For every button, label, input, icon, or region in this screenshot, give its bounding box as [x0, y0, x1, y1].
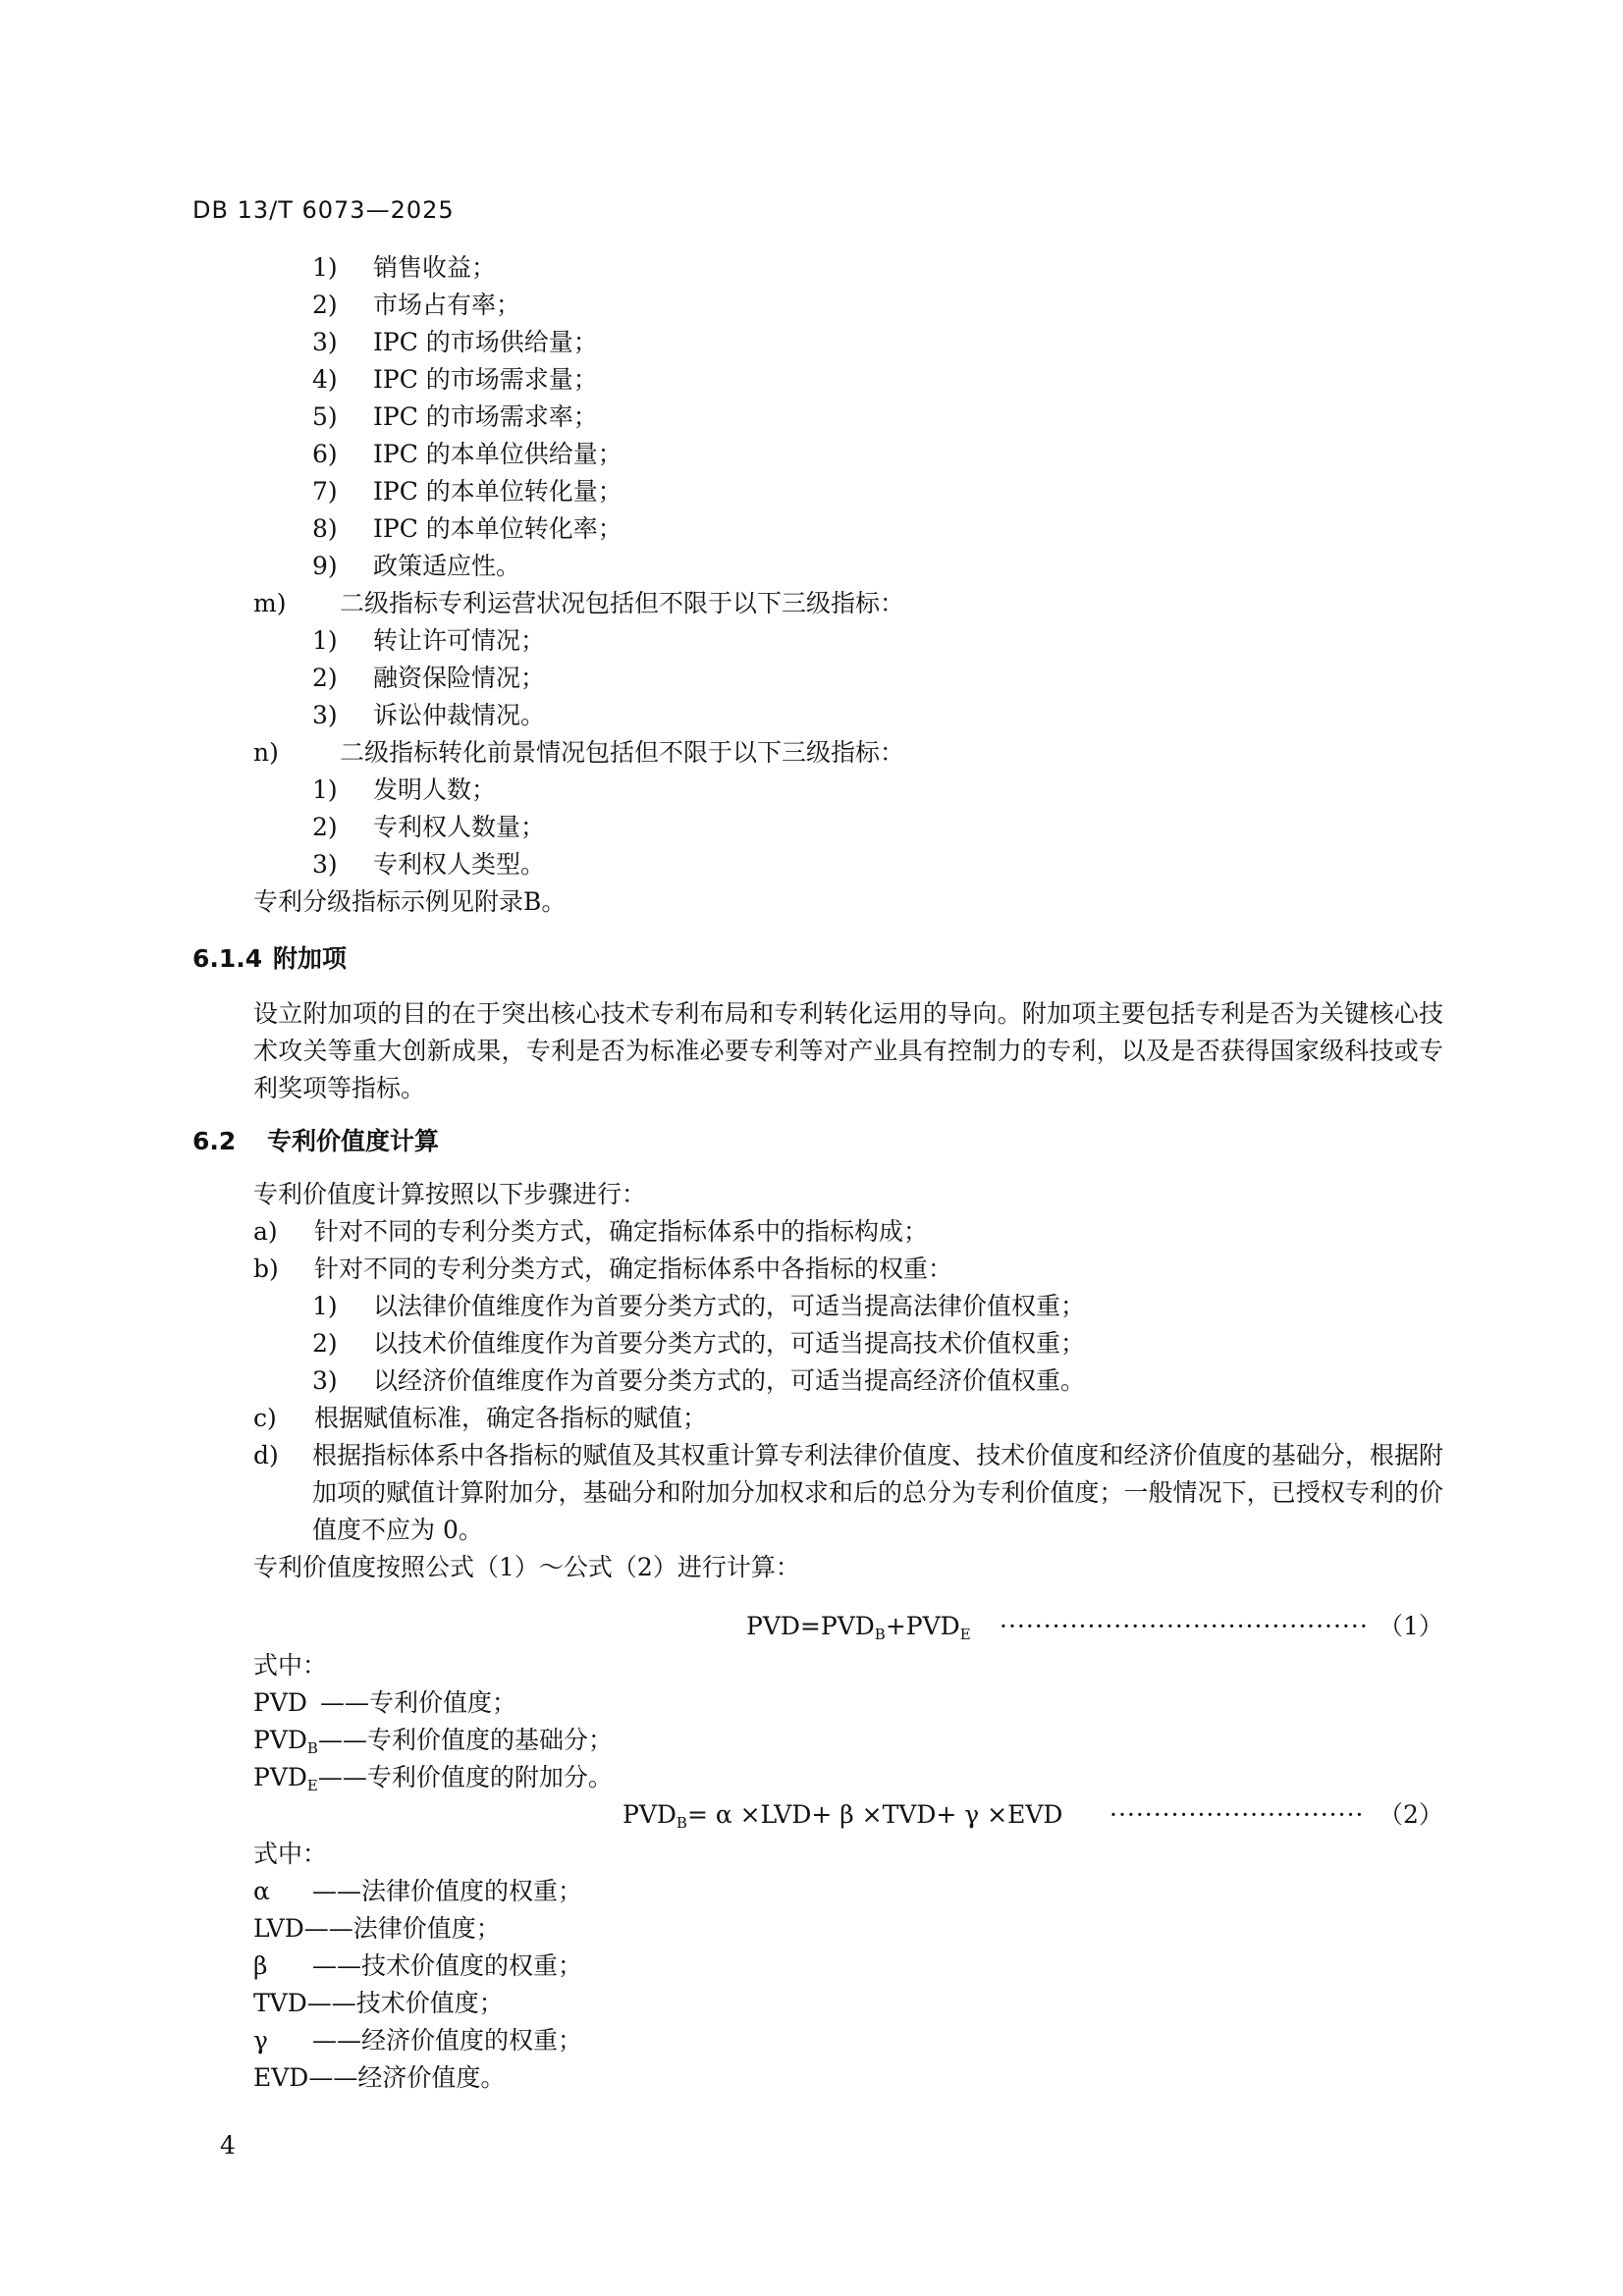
step-b: b) 针对不同的专利分类方式，确定指标体系中各指标的权重： — [253, 1255, 953, 1283]
where-label-2: 式中： — [253, 1840, 328, 1868]
step-d-label: d) — [253, 1441, 279, 1469]
annex-note: 专利分级指标示例见附录B。 — [253, 887, 567, 916]
list-item: 9) 政策适应性。 — [312, 552, 521, 580]
formula-2-number: （2） — [1379, 1800, 1443, 1829]
document-code-header: DB 13/T 6073—2025 — [192, 196, 455, 224]
list-item: 1) 以法律价值维度作为首要分类方式的，可适当提高法律价值权重； — [312, 1292, 1086, 1320]
definition-tvd: TVD——技术价值度； — [253, 1989, 504, 2017]
paragraph-6-1-4: 设立附加项的目的在于突出核心技术专利布局和专利转化运用的导向。附加项主要包括专利是否为关键核心技术攻关等重大创新成果，专利是否为标准必要专利等对产业具有控制力的专利，以及是否获得国家级科技或专利奖项等指标。 — [253, 999, 1443, 1102]
definition-lvd: LVD——法律价值度； — [253, 1914, 501, 1943]
list-item: 6) IPC 的本单位供给量； — [312, 440, 622, 468]
formula-2: $PVD_B= \alpha \times LVD+ \beta \times TVD+ \gamma \times EVD$ — [622, 1800, 1063, 1832]
page-number: 4 — [220, 2131, 236, 2160]
list-item: 3) IPC 的市场供给量； — [312, 328, 598, 356]
step-a: a) 针对不同的专利分类方式，确定指标体系中的指标构成； — [253, 1217, 929, 1246]
list-item: 3) 专利权人类型。 — [312, 850, 546, 879]
formula-intro: 专利价值度按照公式（1）～公式（2）进行计算： — [253, 1553, 800, 1581]
definition-evd: EVD——经济价值度。 — [253, 2063, 506, 2092]
list-item: 1) 销售收益； — [312, 253, 497, 282]
list-item: 1) 转让许可情况； — [312, 626, 546, 655]
list-item: 2) 市场占有率； — [312, 291, 521, 319]
list-item: 4) IPC 的市场需求量； — [312, 365, 598, 394]
list-item: 1) 发明人数； — [312, 775, 497, 804]
list-item: 7) IPC 的本单位转化量； — [312, 477, 622, 506]
list-item: 2) 融资保险情况； — [312, 664, 546, 692]
list-item: 2) 专利权人数量； — [312, 813, 546, 841]
list-item: 2) 以技术价值维度作为首要分类方式的，可适当提高技术价值权重； — [312, 1329, 1086, 1358]
definition-pvd-b: $PVD_B——$专利价值度的基础分； — [253, 1726, 613, 1757]
formula-1-leader-dots: ·········································· — [1000, 1612, 1369, 1640]
list-item: 3) 诉讼仲裁情况。 — [312, 701, 546, 729]
formula-1: $PVD=PVD_B+PVD_E$ — [746, 1612, 971, 1643]
where-label-1: 式中： — [253, 1651, 328, 1680]
step-d-text: 根据指标体系中各指标的赋值及其权重计算专利法律价值度、技术价值度和经济价值度的基础分，根据附加项的赋值计算附加分，基础分和附加分加权求和后的总分为专利价值度；一般情况下，已授权专利的价值度不应为 0。 — [312, 1441, 1443, 1544]
steps-intro: 专利价值度计算按照以下步骤进行： — [253, 1180, 647, 1208]
definition-gamma: γ ——经济价值度的权重； — [253, 2026, 583, 2055]
step-c: c) 根据赋值标准，确定各指标的赋值； — [253, 1404, 708, 1432]
definition-beta: β ——技术价值度的权重； — [253, 1951, 583, 1980]
section-heading-6-1-4: 6.1.4 附加项 — [192, 944, 348, 973]
list-item: 3) 以经济价值维度作为首要分类方式的，可适当提高经济价值权重。 — [312, 1366, 1086, 1395]
definition-alpha: α ——法律价值度的权重； — [253, 1877, 583, 1905]
list-item-m: m) 二级指标专利运营状况包括但不限于以下三级指标： — [253, 589, 905, 617]
section-heading-6-2: 6.2 专利价值度计算 — [192, 1127, 440, 1155]
list-item: 5) IPC 的市场需求率； — [312, 402, 598, 431]
formula-2-leader-dots: ····························· — [1109, 1800, 1365, 1829]
list-item: 8) IPC 的本单位转化率； — [312, 514, 622, 543]
formula-1-number: （1） — [1379, 1612, 1443, 1640]
definition-pvd: PVD ——专利价值度； — [253, 1688, 517, 1717]
definition-pvd-e: $PVD_E——$专利价值度的附加分。 — [253, 1763, 613, 1794]
list-item-n: n) 二级指标转化前景情况包括但不限于以下三级指标： — [253, 738, 905, 767]
